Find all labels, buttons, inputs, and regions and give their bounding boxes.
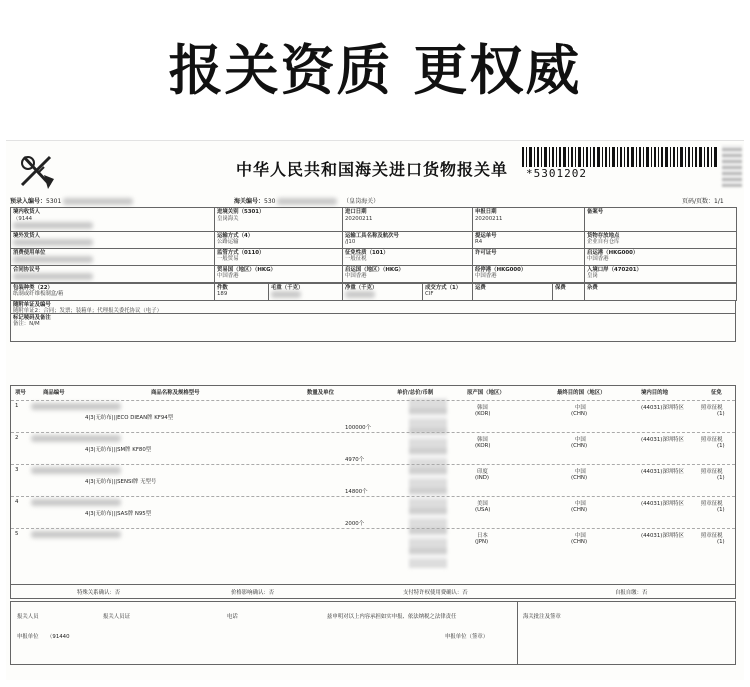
col-qty: 数量及单位 — [307, 390, 334, 396]
freight-cell: 运费 — [473, 283, 553, 300]
goods-domestic: (44031)深圳特区 — [641, 533, 684, 539]
goods-domestic: (44031)深圳特区 — [641, 501, 684, 507]
customs-no-value: 530 — [264, 198, 276, 205]
goods-duty-code: (1) — [717, 443, 725, 449]
redaction — [31, 467, 121, 474]
price-influence: 价格影响确认：否 — [231, 590, 275, 596]
insurance-cell: 保费 — [553, 283, 585, 300]
goods-domestic: (44031)深圳特区 — [641, 437, 684, 443]
customs-emblem-icon — [14, 149, 58, 193]
form-title: 中华人民共和国海关进口货物报关单 — [236, 160, 509, 179]
page-count: 页码/页数：1/1 — [682, 198, 724, 205]
col-price: 单价/总价/币制 — [397, 390, 434, 396]
header-cell: 境外发货人 — [11, 231, 215, 248]
goods-dest: 中国 — [575, 405, 586, 411]
preentry-number — [10, 196, 133, 205]
page-headline: 报关资质 更权威 — [168, 39, 582, 102]
header-cell: 运输方式（4） 公路运输 — [215, 231, 343, 248]
attached-docs-row: 随附单证及编号 随附单证2：合同；发票；装箱单；代理报关委托协议（电子） — [10, 301, 736, 314]
header-cell: 征免性质（101） 一般征税 — [343, 248, 473, 265]
goods-origin: 日本 — [477, 533, 488, 539]
goods-duty: 照章征税 — [701, 437, 723, 443]
customs-no-label: 海关编号： — [234, 198, 265, 205]
goods-dest-code: (CHN) — [571, 539, 588, 545]
redaction — [277, 198, 337, 205]
net-weight-cell: 净重（千克） — [343, 283, 423, 300]
goods-origin-code: (KOR) — [475, 411, 491, 417]
goods-row — [11, 496, 735, 528]
goods-duty-code: (1) — [717, 539, 725, 545]
goods-dest: 中国 — [575, 533, 586, 539]
customs-declaration-form — [6, 140, 744, 680]
goods-duty-code: (1) — [717, 507, 725, 513]
header-cell: 境内收货人 （9144 — [11, 208, 215, 232]
header-cell: 监管方式（0110） 一般贸易 — [215, 248, 343, 265]
goods-row — [11, 432, 735, 464]
header-cell: 申报日期 20200211 — [473, 208, 585, 232]
customs-approval-label: 海关批注及签章 — [523, 614, 561, 620]
goods-row — [11, 528, 735, 560]
royalty-payment: 支付特许权使用费确认：否 — [403, 590, 468, 596]
redaction — [31, 435, 121, 442]
goods-duty-code: (1) — [717, 411, 725, 417]
header-cell: 贸易国（地区）（HKG） 中国香港 — [215, 265, 343, 282]
goods-qty: 2000个 — [345, 521, 365, 527]
terms-cell: 成交方式（1） CIF — [423, 283, 473, 300]
preentry-label: 预录入编号： — [10, 198, 47, 205]
col-domestic: 境内目的地 — [641, 390, 668, 396]
goods-name: 4|3|无纺布|||ECO DIEAN牌 KF94型 — [85, 415, 174, 421]
redaction — [31, 499, 121, 506]
self-report: 自报自缴：否 — [615, 590, 648, 596]
header-cell: 进口日期 20200211 — [343, 208, 473, 232]
header-row — [11, 208, 737, 232]
header-cell: 货物存放地点 企业自有仓库 — [585, 231, 737, 248]
unit-seal-label: 申报单位（签章） — [445, 634, 489, 640]
redaction — [63, 198, 133, 205]
divider — [517, 602, 518, 664]
goods-qty: 14800个 — [345, 489, 368, 495]
header-row — [11, 265, 737, 282]
declaration-confirmations — [10, 585, 736, 599]
preentry-value: 5301 — [46, 198, 62, 205]
declarant-label: 报关人员 — [17, 614, 39, 620]
goods-row — [11, 464, 735, 496]
goods-name: 4|3|无纺布|||SENSI牌 无型号 — [85, 479, 157, 485]
goods-dest: 中国 — [575, 437, 586, 443]
pack-type-cell: 包装种类（22） 纸制或纤维板制盒/箱 — [11, 283, 215, 300]
goods-dest-code: (CHN) — [571, 443, 588, 449]
marks-row: 标记唛码及备注 备注：N/M — [10, 314, 736, 342]
goods-origin: 韩国 — [477, 437, 488, 443]
misc-cell: 杂费 — [585, 283, 737, 300]
header-cell: 运输工具名称及航次号 /J10 — [343, 231, 473, 248]
goods-duty: 照章征税 — [701, 405, 723, 411]
goods-dest: 中国 — [575, 501, 586, 507]
goods-origin-code: (KOR) — [475, 443, 491, 449]
goods-domestic: (44031)深圳特区 — [641, 469, 684, 475]
header-cell: 备案号 — [585, 208, 737, 232]
phone-label: 电话 — [227, 614, 238, 620]
goods-duty: 照章征税 — [701, 469, 723, 475]
goods-origin-code: (USA) — [475, 507, 491, 513]
goods-dest-code: (CHN) — [571, 475, 588, 481]
header-cell: 进境关别（5301） 皇岗海关 — [215, 208, 343, 232]
goods-qty: 4970个 — [345, 457, 365, 463]
pieces-cell: 件数 189 — [215, 283, 269, 300]
header-cell: 启运港（HKG000） 中国香港 — [585, 248, 737, 265]
goods-origin: 美国 — [477, 501, 488, 507]
header-cell: 提运单号 R4 — [473, 231, 585, 248]
header-grid — [10, 207, 736, 342]
redaction — [13, 222, 93, 229]
goods-domestic: (44031)深圳特区 — [641, 405, 684, 411]
goods-origin-code: (JPN) — [475, 539, 489, 545]
customs-number — [234, 196, 379, 205]
goods-origin: 印度 — [477, 469, 488, 475]
qr-code-redacted — [722, 145, 742, 187]
col-dest: 最终目的国（地区） — [557, 390, 606, 396]
goods-table — [10, 385, 736, 585]
signature-block — [10, 601, 736, 665]
goods-name: 4|3|无纺布|||SM牌 KF80型 — [85, 447, 152, 453]
col-duty: 征免 — [711, 390, 722, 396]
header-cell: 消费使用单位 — [11, 248, 215, 265]
header-cell: 启运国（地区）（HKG） 中国香港 — [343, 265, 473, 282]
goods-no: 2 — [15, 435, 19, 441]
goods-dest-code: (CHN) — [571, 507, 588, 513]
goods-no: 5 — [15, 531, 19, 537]
goods-no: 4 — [15, 499, 19, 505]
header-row — [11, 248, 737, 265]
header-cell: 经停港（HKG000） 中国香港 — [473, 265, 585, 282]
header-cell: 合同协议号 — [11, 265, 215, 282]
goods-duty: 照章征税 — [701, 533, 723, 539]
goods-no: 1 — [15, 403, 19, 409]
header-cell: 入境口岸（470201） 皇岗 — [585, 265, 737, 282]
goods-duty: 照章征税 — [701, 501, 723, 507]
unit-value: （91440 — [47, 634, 70, 640]
header-row — [11, 231, 737, 248]
goods-row — [11, 400, 735, 432]
goods-duty-code: (1) — [717, 475, 725, 481]
header-cell: 许可证号 — [473, 248, 585, 265]
unit-label: 申报单位 — [17, 634, 39, 640]
gross-weight-cell: 毛重（千克） — [269, 283, 343, 300]
col-code: 商品编号 — [43, 390, 65, 396]
redaction — [13, 256, 93, 263]
goods-dest-code: (CHN) — [571, 411, 588, 417]
redaction — [31, 403, 121, 410]
goods-dest: 中国 — [575, 469, 586, 475]
col-origin: 原产国（地区） — [467, 390, 505, 396]
goods-no: 3 — [15, 467, 19, 473]
barcode-number: *5301202 — [526, 167, 587, 180]
redaction — [31, 531, 121, 538]
legal-statement: 兹申明对以上内容承担如实申报、依法纳税之法律责任 — [327, 614, 457, 620]
goods-origin: 韩国 — [477, 405, 488, 411]
col-name: 商品名称及规格型号 — [151, 390, 200, 396]
goods-qty: 100000个 — [345, 425, 371, 431]
col-no: 项号 — [15, 390, 26, 396]
special-relation: 特殊关系确认：否 — [77, 590, 121, 596]
redaction — [13, 239, 93, 246]
customs-name: （皇岗海关） — [343, 198, 380, 205]
declarant-id-label: 报关人员证 — [103, 614, 130, 620]
goods-name: 4|3|无纺布|||SAS牌 N95型 — [85, 511, 152, 517]
goods-origin-code: (IND) — [475, 475, 489, 481]
redaction — [13, 273, 93, 280]
